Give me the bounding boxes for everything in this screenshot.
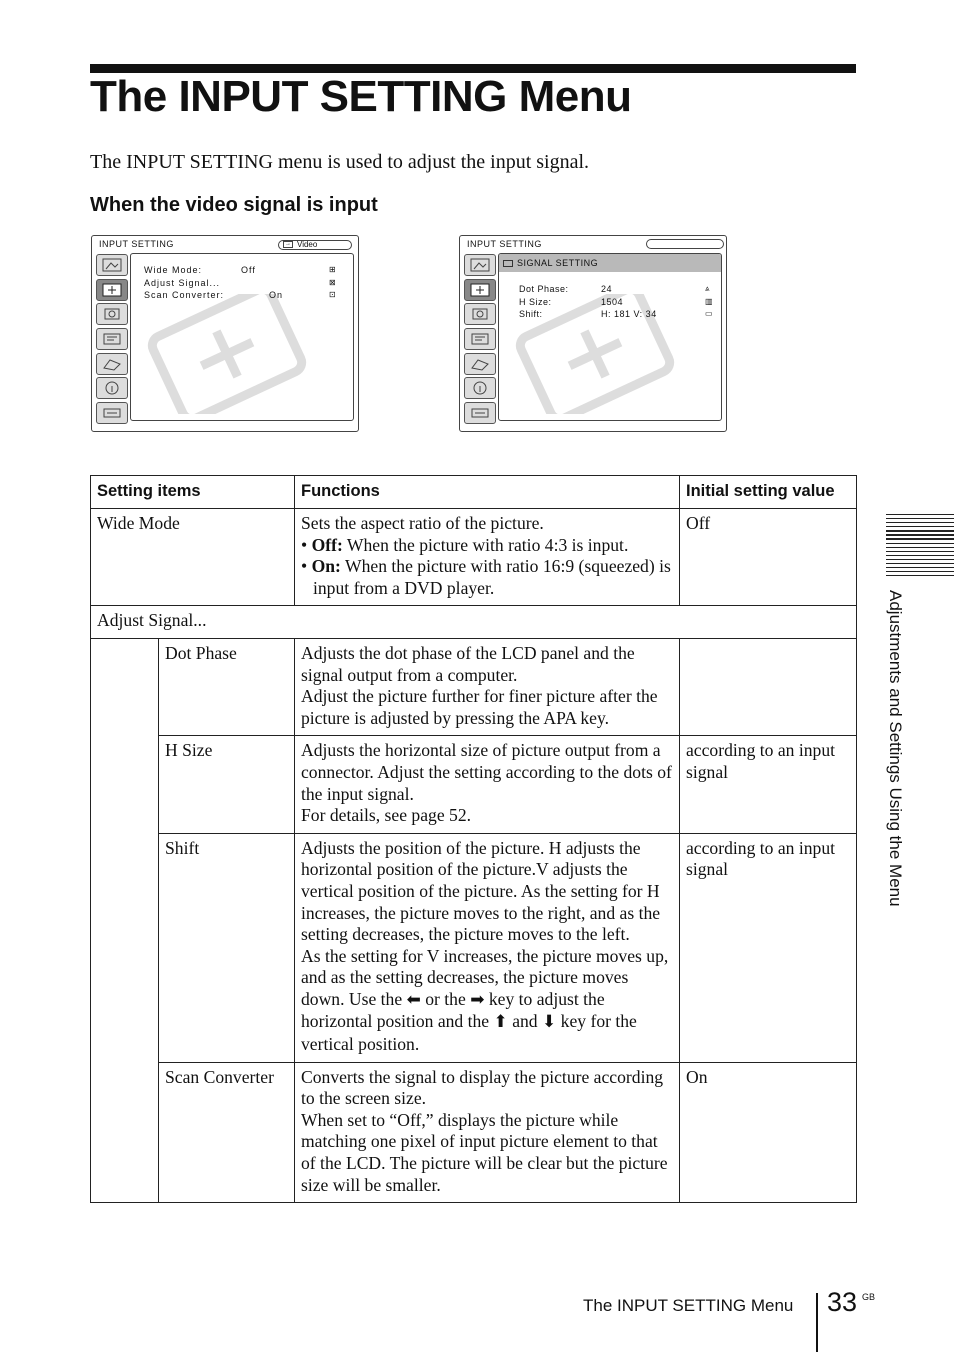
signal-setting-icon (503, 260, 513, 267)
input-indicator (646, 239, 724, 249)
menu-item-wide-mode (144, 264, 344, 277)
item-function (295, 736, 680, 833)
menu-item-label: H Size: (519, 296, 552, 307)
side-tab-lines (886, 514, 954, 579)
setup-menu-icon (96, 303, 128, 325)
shift-icon: ▭ (705, 309, 714, 318)
item-initial: according to an input signal (680, 833, 857, 1062)
item-function (295, 638, 680, 735)
page-number-suffix: GB (862, 1292, 876, 1302)
bullet-key: Off: (311, 534, 343, 555)
menu-item-value: 1504 (601, 296, 624, 307)
table-row-dot-phase (91, 638, 857, 735)
bullet-on: • On: When the picture with ratio 16:9 (squeezed) is input from a DVD player. (301, 556, 671, 598)
function-text: Adjusts the position of the picture. H adjusts the horizontal position of the picture.V adjusts the vertical position of the picture. As the setting for H increases, the picture moves to the right, and as the setting decreases, the picture moves to the left. (301, 837, 661, 945)
menu-screen-input-setting (91, 235, 359, 432)
screen-title: INPUT SETTING (99, 239, 174, 249)
menu-item-value: 24 (601, 284, 613, 294)
signal-items (519, 283, 719, 321)
section-subheading: When the video signal is input (90, 194, 378, 216)
function-text: key to adjust the horizontal position and the (301, 988, 605, 1032)
indent-cell (91, 1062, 159, 1203)
footer-section-title: The INPUT SETTING Menu (583, 1296, 794, 1315)
menu-tab-icons (464, 254, 496, 427)
input-setting-menu-icon (96, 279, 128, 301)
picture-menu-icon (464, 254, 496, 276)
h-size-icon: ▥ (705, 296, 714, 306)
indent-cell (91, 833, 159, 1062)
table-row-wide-mode (91, 509, 857, 606)
menu-screen-signal-setting (459, 235, 727, 432)
menu-item-label: Shift: (519, 309, 543, 319)
item-initial (680, 638, 857, 735)
menu-item-label: Wide Mode: (144, 265, 203, 275)
menu-item-dot-phase (519, 283, 719, 296)
item-initial: Off (680, 509, 857, 606)
menu-item-value: Off (241, 265, 256, 275)
indent-cell (91, 736, 159, 833)
item-name: Wide Mode (91, 509, 295, 606)
settings-table (90, 475, 857, 1203)
function-text: or the (425, 988, 466, 1009)
picture-menu-icon (96, 254, 128, 276)
menu-items (144, 264, 344, 302)
header-setting-items: Setting items (91, 476, 295, 509)
menu-item-value: On (269, 290, 284, 300)
function-text: Adjust the picture further for finer picture after the picture is adjusted by pressing the APA key. (301, 686, 658, 728)
table-header-row (91, 476, 857, 509)
function-text: Adjusts the horizontal size of picture output from a connector. Adjust the setting according to the dots of the input signal. (301, 740, 672, 804)
menu-setting-icon (464, 328, 496, 350)
table-row-scan-converter (91, 1062, 857, 1203)
setup-menu-icon (464, 303, 496, 325)
function-text: When set to “Off,” displays the picture while matching one pixel of input picture element to that of the LCD. The picture will be clear but the picture size will be smaller. (301, 1109, 668, 1195)
down-arrow-icon: ⬇ (542, 1012, 557, 1033)
menu-item-h-size (519, 296, 719, 309)
menu-item-scan-converter (144, 289, 344, 302)
side-tab-label: Adjustments and Settings Using the Menu (886, 590, 905, 907)
item-name: Adjust Signal... (91, 606, 857, 639)
table-row-shift (91, 833, 857, 1062)
installation-menu-icon (464, 353, 496, 375)
menu-item-label: Dot Phase: (519, 284, 569, 294)
menu-item-label: Adjust Signal... (144, 277, 221, 288)
dot-phase-icon: ⩓ (705, 284, 711, 293)
menu-panel (498, 253, 722, 421)
input-label: Video (297, 240, 318, 249)
bullet-off: • Off: When the picture with ratio 4:3 is input. (301, 534, 629, 555)
input-indicator (278, 240, 352, 250)
item-function (295, 509, 680, 606)
footer-divider (816, 1293, 818, 1352)
item-name: H Size (159, 736, 295, 833)
function-text: As the setting for V increases, the picture moves up, and as the setting decreases, the picture moves down. Use the (301, 945, 669, 1009)
menu-item-label: Scan Converter: (144, 290, 225, 300)
function-text: Adjusts the dot phase of the LCD panel and the signal output from a computer. (301, 642, 635, 685)
menu-panel (130, 253, 354, 421)
lamp-menu-icon (96, 402, 128, 424)
item-initial: On (680, 1062, 857, 1203)
input-setting-menu-icon (464, 279, 496, 301)
header-initial-value: Initial setting value (680, 476, 857, 509)
table-row-h-size (91, 736, 857, 833)
item-name: Shift (159, 833, 295, 1062)
input-setting-watermark-icon (137, 294, 317, 414)
bullet-text: When the picture with ratio 16:9 (squeezed) is input from a DVD player. (313, 556, 671, 598)
page-number: 33 (827, 1287, 858, 1317)
function-text: key for the vertical position. (301, 1011, 637, 1055)
submenu-title-bar (499, 254, 722, 272)
function-text: Sets the aspect ratio of the picture. (301, 513, 544, 533)
screen-title: INPUT SETTING (467, 239, 542, 249)
information-menu-icon (464, 377, 496, 399)
installation-menu-icon (96, 353, 128, 375)
intro-text: The INPUT SETTING menu is used to adjust the input signal. (90, 151, 590, 173)
right-arrow-icon: ➡ (470, 989, 485, 1010)
adjust-signal-icon: ⊠ (329, 277, 337, 287)
item-function (295, 833, 680, 1062)
menu-item-shift (519, 308, 719, 321)
function-text: and (512, 1011, 538, 1032)
input-icon: → (285, 241, 291, 248)
function-text: For details, see page 52. (301, 805, 472, 826)
scan-converter-icon: ⊡ (329, 290, 337, 299)
indent-cell (91, 638, 159, 735)
left-arrow-icon: ⬅ (406, 989, 421, 1010)
item-name: Dot Phase (159, 638, 295, 735)
item-name: Scan Converter (159, 1062, 295, 1203)
menu-tab-icons (96, 254, 128, 427)
bullet-key: On: (311, 556, 341, 577)
item-function (295, 1062, 680, 1203)
table-row-adjust-signal (91, 606, 857, 639)
function-text: Converts the signal to display the picture according to the screen size. (301, 1066, 664, 1109)
lamp-menu-icon (464, 402, 496, 424)
menu-item-value: H: 181 V: 34 (601, 309, 657, 319)
menu-setting-icon (96, 328, 128, 350)
page-title: The INPUT SETTING Menu (90, 72, 632, 121)
information-menu-icon (96, 377, 128, 399)
header-functions: Functions (295, 476, 680, 509)
menu-item-adjust-signal (144, 277, 344, 290)
up-arrow-icon: ⬆ (493, 1012, 508, 1033)
item-initial: according to an input signal (680, 736, 857, 833)
bullet-text: When the picture with ratio 4:3 is input. (342, 534, 629, 555)
wide-mode-icon: ⊞ (329, 265, 337, 274)
submenu-title: SIGNAL SETTING (517, 258, 599, 268)
